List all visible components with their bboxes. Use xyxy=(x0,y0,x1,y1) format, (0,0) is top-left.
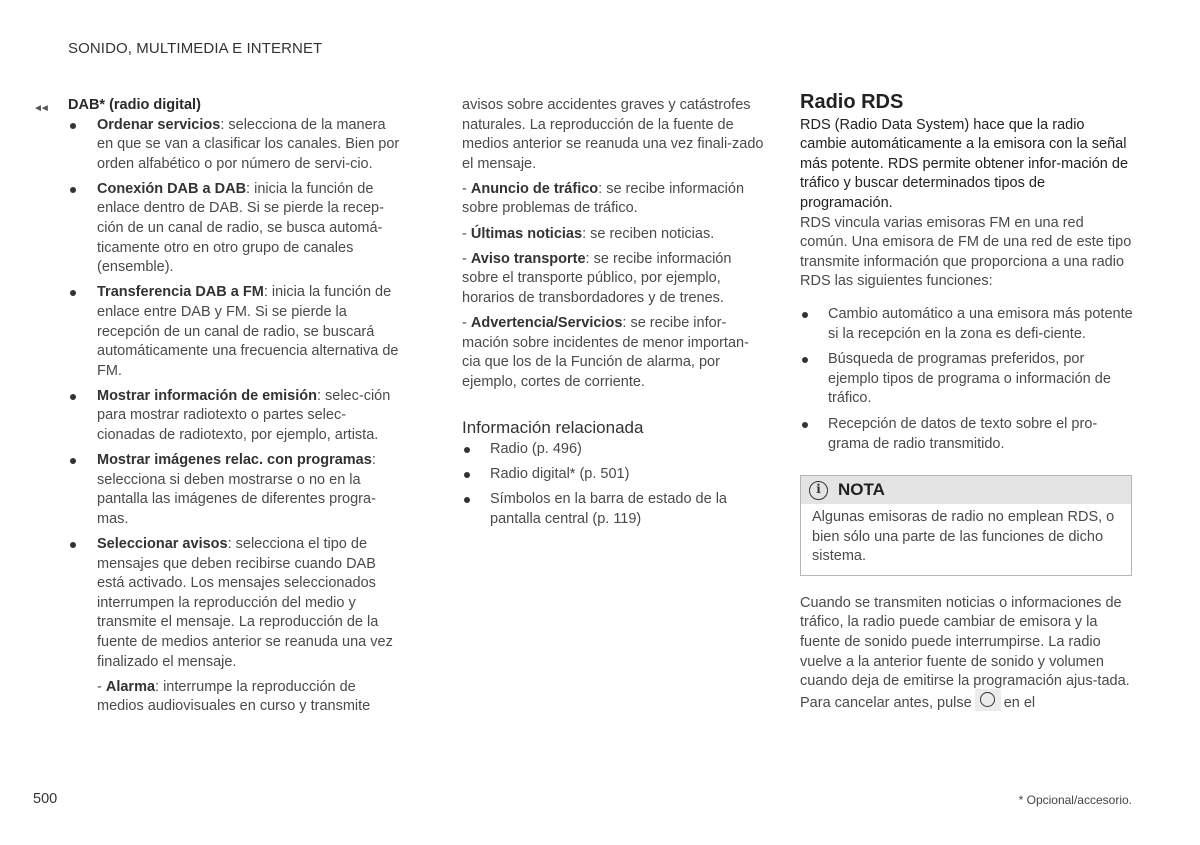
rds-paragraph: RDS vincula varias emisoras FM en una red común. Una emisora de FM de una red de este tipo transmite información que proporciona a una radio RDS las siguientes funciones: xyxy=(800,214,1132,290)
alarm-item: - Alarma: interrumpe la reproducción de medios audiovisuales en curso y transmite xyxy=(97,678,371,715)
related-link[interactable]: Radio (p. 496) xyxy=(462,440,767,460)
dab-heading: DAB* (radio digital) xyxy=(68,97,201,113)
circle-button-icon xyxy=(975,689,1001,711)
section-header: SONIDO, MULTIMEDIA E INTERNET xyxy=(68,40,323,57)
list-item: Recepción de datos de texto sobre el pro-grama de radio transmitido. xyxy=(800,415,1135,454)
dab-options-list xyxy=(68,116,403,673)
dash-item: - Aviso transporte: se recibe información sobre el transporte público, por ejemplo, horarios de transbordadores y de trenes. xyxy=(462,250,732,306)
list-item: Mostrar imágenes relac. con programas: selecciona si deben mostrarse o no en la pantalla las imágenes de diferentes progra-mas. xyxy=(68,451,403,529)
rds-paragraph: Cuando se transmiten noticias o informaciones de tráfico, la radio puede cambiar de emisora y la fuente de sonido puede interrumpirse. La radio vuelve a la anterior fuente de sonido y volumen cuando deja de emitirse la programación ajus-tada. Para cancelar antes, pulse en el xyxy=(800,594,1130,711)
list-item: Ordenar servicios: selecciona de la manera en que se van a clasificar los canales. Bien por orden alfabético o por número de servi-cio. xyxy=(68,116,403,175)
continued-text: avisos sobre accidentes graves y catástrofes naturales. La reproducción de la fuente de medios anterior se reanuda una vez finali-zado el mensaje. xyxy=(462,97,764,172)
rds-title: Radio RDS xyxy=(800,91,904,113)
note-text: Algunas emisoras de radio no emplean RDS, o bien sólo una parte de las funciones de dicho sistema. xyxy=(812,509,1115,565)
note-box xyxy=(800,475,1132,576)
dash-item: - Advertencia/Servicios: se recibe infor-mación sobre incidentes de menor importan-cia que los de la Función de alarma, por ejemplo, cortes de corriente. xyxy=(462,314,749,390)
note-title: NOTA xyxy=(838,480,885,500)
list-item: Transferencia DAB a FM: inicia la función de enlace entre DAB y FM. Si se pierde la recepción de un canal de radio, se buscará automáticamente una frecuencia alternativa de FM. xyxy=(68,283,403,381)
list-item: Cambio automático a una emisora más potente si la recepción en la zona es defi-ciente. xyxy=(800,305,1135,344)
column-3 xyxy=(800,91,1135,714)
note-header xyxy=(801,476,1131,504)
list-item: Seleccionar avisos: selecciona el tipo de mensajes que deben recibirse cuando DAB está activado. Los mensajes seleccionados interrumpen la reproducción del medio y transmite el mensaje. La reproducción de la fuente de medios anterior se reanuda una vez finalizado el mensaje. xyxy=(68,535,403,672)
list-item: Búsqueda de programas preferidos, por ejemplo tipos de programa o información de tráfico. xyxy=(800,350,1135,409)
related-info-title: Información relacionada xyxy=(462,418,644,438)
dash-item: - Últimas noticias: se reciben noticias. xyxy=(462,225,715,242)
list-item: Mostrar información de emisión: selec-ción para mostrar radiotexto o partes selec-cionadas de radiotexto, por ejemplo, artista. xyxy=(68,387,403,446)
continued-arrow-icon: ◄◄ xyxy=(33,103,47,114)
info-icon: i xyxy=(809,481,828,500)
rds-intro: RDS (Radio Data System) hace que la radio cambie automáticamente a la emisora con la señal más potente. RDS permite obtener infor-mación de tráfico y buscar determinados tipos de programación. xyxy=(800,116,1129,211)
rds-functions-list xyxy=(800,305,1135,454)
column-2 xyxy=(462,96,767,535)
page-number: 500 xyxy=(33,791,58,807)
list-item: Conexión DAB a DAB: inicia la función de enlace dentro de DAB. Si se pierde la recep-ción de un canal de radio, se busca automá-ticamente otro en otro grupo de canales (ensemble). xyxy=(68,180,403,278)
dash-item: - Anuncio de tráfico: se recibe información sobre problemas de tráfico. xyxy=(462,180,745,217)
column-1 xyxy=(33,96,403,717)
related-links xyxy=(462,440,767,529)
related-link[interactable]: Radio digital* (p. 501) xyxy=(462,465,767,485)
footnote: * Opcional/accesorio. xyxy=(1018,793,1132,807)
related-link[interactable]: Símbolos en la barra de estado de la pantalla central (p. 119) xyxy=(462,490,767,529)
